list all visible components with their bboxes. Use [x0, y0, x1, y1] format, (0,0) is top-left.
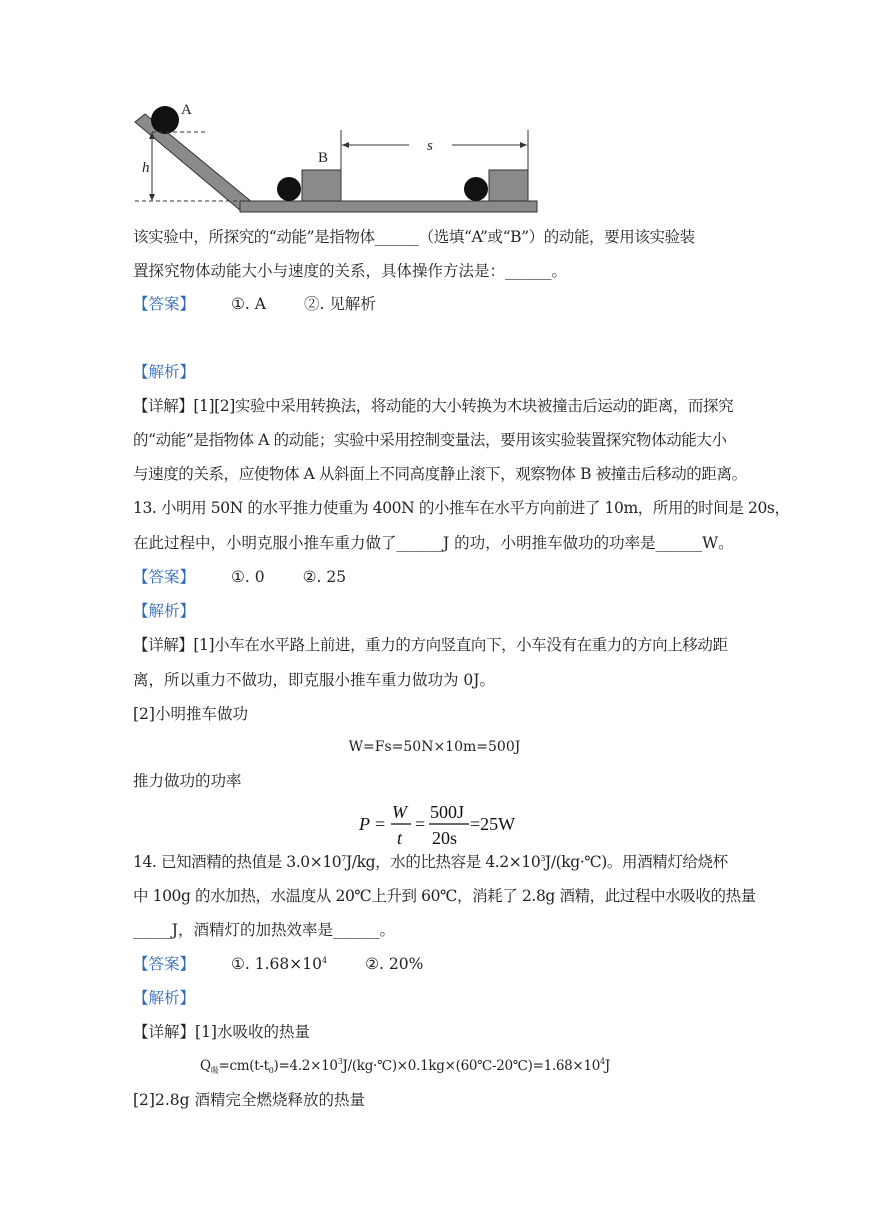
q12-detail-line-1 [133, 396, 733, 416]
q12-answer [133, 294, 376, 314]
q14-text-line-3: _____J，酒精灯的加热效率是______。 [133, 921, 395, 939]
q14-analysis-tag: 【解析】 [133, 989, 196, 1007]
answer-option-1-text: ①. 1.68×10 [231, 955, 322, 973]
q13-detail-line-2: 离，所以重力不做功，即克服小推车重力做功为 0J。 [133, 671, 496, 689]
answer-option-1-exponent: 4 [322, 956, 328, 965]
detail-text: [1]水吸收的热量 [195, 1023, 310, 1041]
q13-detail-line-3: [2]小明推车做功 [133, 705, 248, 723]
formula-denominator-t: t [397, 828, 403, 848]
detail-tag: 【详解】 [133, 636, 194, 654]
q12-detail-line-3: 与速度的关系，应使物体 A 从斜面上不同高度静止滚下，观察物体 B 被撞击后移动的距离。 [133, 465, 747, 483]
formula-part-c: )=4.2×10 [273, 1058, 338, 1074]
formula-numerator-value: 500J [430, 802, 465, 822]
answer-option-1: ①. 0 [231, 568, 265, 586]
answer-option-2: ②. 见解析 [303, 295, 376, 313]
q12-detail-line-2: 的“动能”是指物体 A 的动能；实验中采用控制变量法，要用该实验装置探究物体动能大小 [133, 431, 727, 449]
formula-t0-sub: 0 [268, 1066, 274, 1075]
answer-option-2: ②. 25 [302, 568, 347, 586]
q14-exponent-2: 3 [540, 854, 546, 863]
ball-bottom [277, 177, 301, 201]
incline-experiment-diagram [130, 100, 542, 218]
q13-analysis-tag: 【解析】 [133, 602, 196, 620]
answer-tag: 【答案】 [133, 568, 196, 586]
q14-exponent-1: 7 [341, 854, 346, 863]
formula-exponent-1: 3 [337, 1057, 343, 1066]
q13-power-intro: 推力做功的功率 [133, 772, 242, 790]
q13-detail-line-1 [133, 635, 728, 655]
q13-answer [133, 567, 346, 587]
detail-tag: 【详解】 [133, 1023, 196, 1041]
formula-eq-1: = [375, 814, 386, 834]
formula-exponent-2: 4 [600, 1057, 605, 1066]
q12-analysis-tag: 【解析】 [133, 363, 196, 381]
detail-tag: 【详解】 [133, 397, 194, 415]
q12-text-line-2: 置探究物体动能大小与速度的关系，具体操作方法是：______。 [133, 262, 568, 280]
height-arrow-head-down [149, 194, 155, 201]
label-a: A [181, 102, 192, 118]
answer-option-1 [231, 954, 327, 974]
q14-text-line-2: 中 100g 的水加热，水温度从 20℃上升到 60℃，消耗了 2.8g 酒精，此过程中水吸收的热量 [133, 887, 756, 905]
detail-text: [1]小车在水平路上前进，重力的方向竖直向下，小车没有在重力的方向上移动距 [193, 636, 728, 654]
label-s: s [427, 138, 433, 154]
q14-answer [133, 954, 423, 974]
q14-line1-part-b: J/kg，水的比热容是 4.2×10 [345, 853, 541, 871]
q14-line1-part-c: J/(kg·℃)。用酒精灯给烧杯 [545, 853, 728, 871]
q13-text-line-1: 13. 小明用 50N 的水平推力使重为 400N 的小推车在水平方向前进了 10m，所用的时间是 20s， [133, 499, 790, 517]
q14-text-line-1 [133, 852, 728, 872]
ball-final [464, 177, 488, 201]
power-formula [355, 796, 555, 852]
formula-eq-2: = [415, 814, 426, 834]
s-arrow-head-left [342, 142, 349, 148]
formula-q-sub: 吸 [210, 1066, 219, 1075]
label-b: B [318, 150, 329, 166]
q14-heat-formula [200, 1056, 610, 1076]
formula-part-e: J [604, 1058, 610, 1074]
q14-line1-part-a: 14. 已知酒精的热值是 3.0×10 [133, 853, 342, 871]
formula-q: Q [200, 1058, 211, 1074]
q13-work-formula: W=Fs=50N×10m=500J [348, 739, 521, 755]
label-h: h [142, 160, 150, 176]
formula-result: =25W [470, 814, 516, 834]
answer-option-2: ②. 20% [365, 955, 424, 973]
formula-numerator-w: W [392, 802, 407, 822]
s-arrow-head-right [520, 142, 527, 148]
formula-p-lhs: P [359, 814, 370, 834]
detail-text: [1][2]实验中采用转换法，将动能的大小转换为木块被撞击后运动的距离，而探究 [193, 397, 734, 415]
formula-denominator-value: 20s [432, 828, 458, 848]
q13-text-line-2: 在此过程中，小明克服小推车重力做了______J 的功，小明推车做功的功率是______W。 [133, 534, 734, 552]
q12-text-line-1: 该实验中，所探究的“动能”是指物体______（选填“A”或“B”）的动能，要用该实验装 [133, 228, 695, 246]
formula-part-d: J/(kg·℃)×0.1kg×(60℃-20℃)=1.68×10 [342, 1058, 601, 1074]
answer-tag: 【答案】 [133, 295, 196, 313]
block-final [489, 170, 528, 201]
answer-option-1: ①. A [231, 295, 266, 313]
ball-a [151, 106, 179, 134]
block-b [302, 170, 341, 201]
q14-detail-line-1 [133, 1022, 310, 1042]
formula-part-b: =cm(t-t [218, 1058, 269, 1074]
horizontal-track [240, 201, 537, 212]
answer-tag: 【答案】 [133, 955, 196, 973]
q14-detail-line-2: [2]2.8g 酒精完全燃烧释放的热量 [133, 1091, 365, 1109]
